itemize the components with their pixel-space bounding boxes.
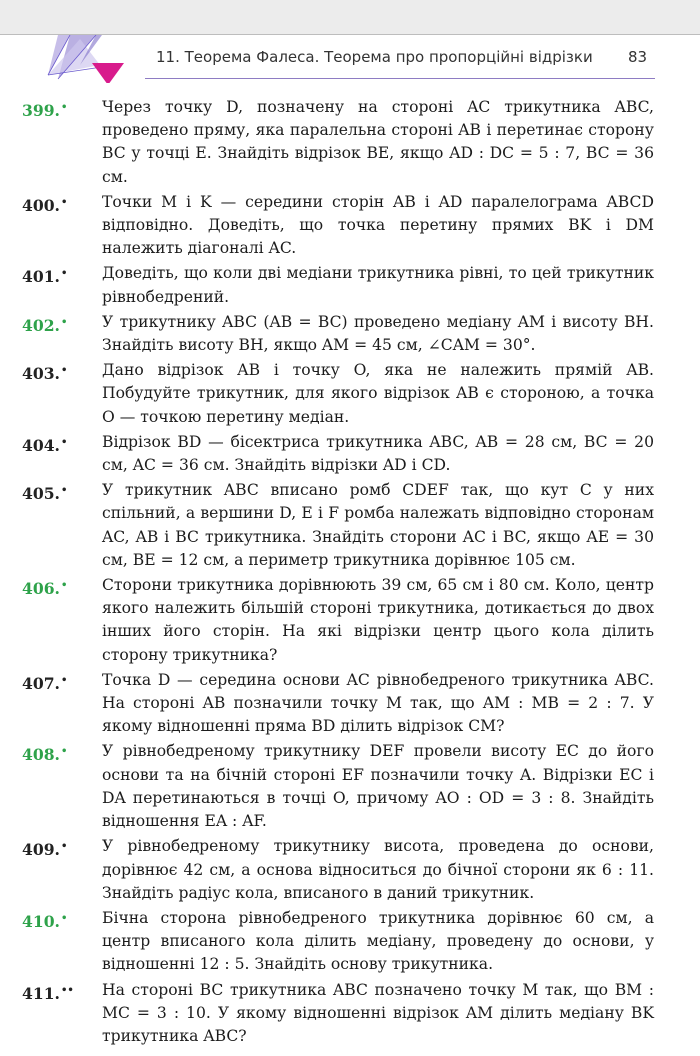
- problem-number: 400.•: [22, 195, 68, 215]
- geometric-logo-icon: [40, 35, 140, 83]
- problem-item: [22, 907, 654, 977]
- problem-number: 403.•: [22, 364, 68, 384]
- problem-text: На стороні BC трикутника ABC позначено точку M так, що BM : MC = 3 : 10. У якому відношенні відрізок AM ділить медіану BK трикутника ABC?: [102, 980, 654, 1045]
- problem-text: У рівнобедреному трикутнику DEF провели висоту EC до його основи та на бічній стороні EF позначили точку A. Відрізки EC і DA перетинаються в точці O, причому AO : OD = 3 : 8. Знайдіть відношення EA : AF.: [102, 742, 654, 831]
- problem-number: 401.•: [22, 267, 68, 287]
- problem-item: [22, 431, 654, 477]
- problem-number: 405.•: [22, 484, 68, 504]
- problem-number: 406.•: [22, 579, 68, 599]
- textbook-page: [0, 35, 700, 1056]
- problem-item: [22, 979, 654, 1049]
- problem-item: [22, 669, 654, 739]
- problem-item: [22, 311, 654, 357]
- problem-number: 402.•: [22, 315, 68, 335]
- problem-text: У трикутник ABC вписано ромб CDEF так, що кут C у них спільний, а вершини D, E і F ромба належать відповідно сторонам AC, AB і BC трикутника. Знайдіть сторони AC і BC, якщо AE = 30 см, BE = 12 см, а периметр трикутника дорівнює 105 см.: [102, 481, 654, 569]
- viewer-top-bar: [0, 0, 700, 35]
- problem-text: Точка D — середина основи AC рівнобедреного трикутника ABC. На стороні AB позначили точку M так, що AM : MB = 2 : 7. У якому відношенні пряма BD ділить відрізок CM?: [102, 670, 654, 736]
- problem-text: Відрізок BD — бісектриса трикутника ABC, AB = 28 см, BC = 20 см, AC = 36 см. Знайдіть відрізки AD і CD.: [102, 432, 654, 475]
- problem-item: [22, 740, 654, 833]
- problem-text: Доведіть, що коли дві медіани трикутника рівні, то цей трикутник рівнобедрений.: [102, 264, 654, 306]
- header-divider: [145, 78, 655, 79]
- page-header: [0, 35, 700, 83]
- problem-text: Через точку D, позначену на стороні AC трикутника ABC, проведено пряму, яка паралельна стороні AB і перетинає сторону BC у точці E. Знайдіть відрізок BE, якщо AD : DC = 5 : 7, BC = 36 см.: [102, 98, 654, 186]
- problem-number: 411.••: [22, 983, 74, 1003]
- problem-number: 407.•: [22, 673, 68, 693]
- problem-list: [22, 96, 654, 1050]
- problem-item: [22, 479, 654, 572]
- problem-number: 410.•: [22, 911, 68, 931]
- problem-number: 408.•: [22, 745, 68, 765]
- problem-text: У трикутнику ABC (AB = BC) проведено медіану AM і висоту BH. Знайдіть висоту BH, якщо AM = 45 см, ∠CAM = 30°.: [102, 312, 654, 355]
- problem-item: [22, 262, 654, 308]
- problem-number: 404.•: [22, 435, 68, 455]
- problem-text: Точки M і K — середини сторін AB і AD паралелограма ABCD відповідно. Доведіть, що точка перетину прямих BK і DM належить діагоналі AC.: [102, 192, 654, 258]
- problem-number: 399.•: [22, 101, 68, 120]
- page-number: 83: [628, 48, 648, 66]
- problem-text: Бічна сторона рівнобедреного трикутника дорівнює 60 см, а центр вписаного кола ділить медіану, проведену до основи, у відношенні 12 : 5. Знайдіть основу трикутника.: [102, 908, 654, 974]
- problem-text: Дано відрізок AB і точку O, яка не належить прямій AB. Побудуйте трикутник, для якого відрізок AB є стороною, а точка O — точкою перетину медіан.: [102, 361, 654, 426]
- problem-item: [22, 574, 654, 667]
- problem-text: У рівнобедреному трикутнику висота, проведена до основи, дорівнює 42 см, а основа відноситься до бічної сторони як 6 : 11. Знайдіть радіус кола, вписаного в даний трикутник.: [102, 837, 654, 902]
- chapter-title: 11. Теорема Фалеса. Теорема про пропорційні відрізки: [156, 48, 593, 66]
- problem-text: Сторони трикутника дорівнюють 39 см, 65 см і 80 см. Коло, центр якого належить більшій стороні трикутника, дотикається до двох інших його сторін. На які відрізки центр цього кола ділить сторону трикутника?: [102, 576, 654, 664]
- problem-item: [22, 96, 654, 189]
- problem-item: [22, 835, 654, 905]
- problem-number: 409.•: [22, 840, 68, 860]
- problem-item: [22, 359, 654, 429]
- problem-item: [22, 191, 654, 261]
